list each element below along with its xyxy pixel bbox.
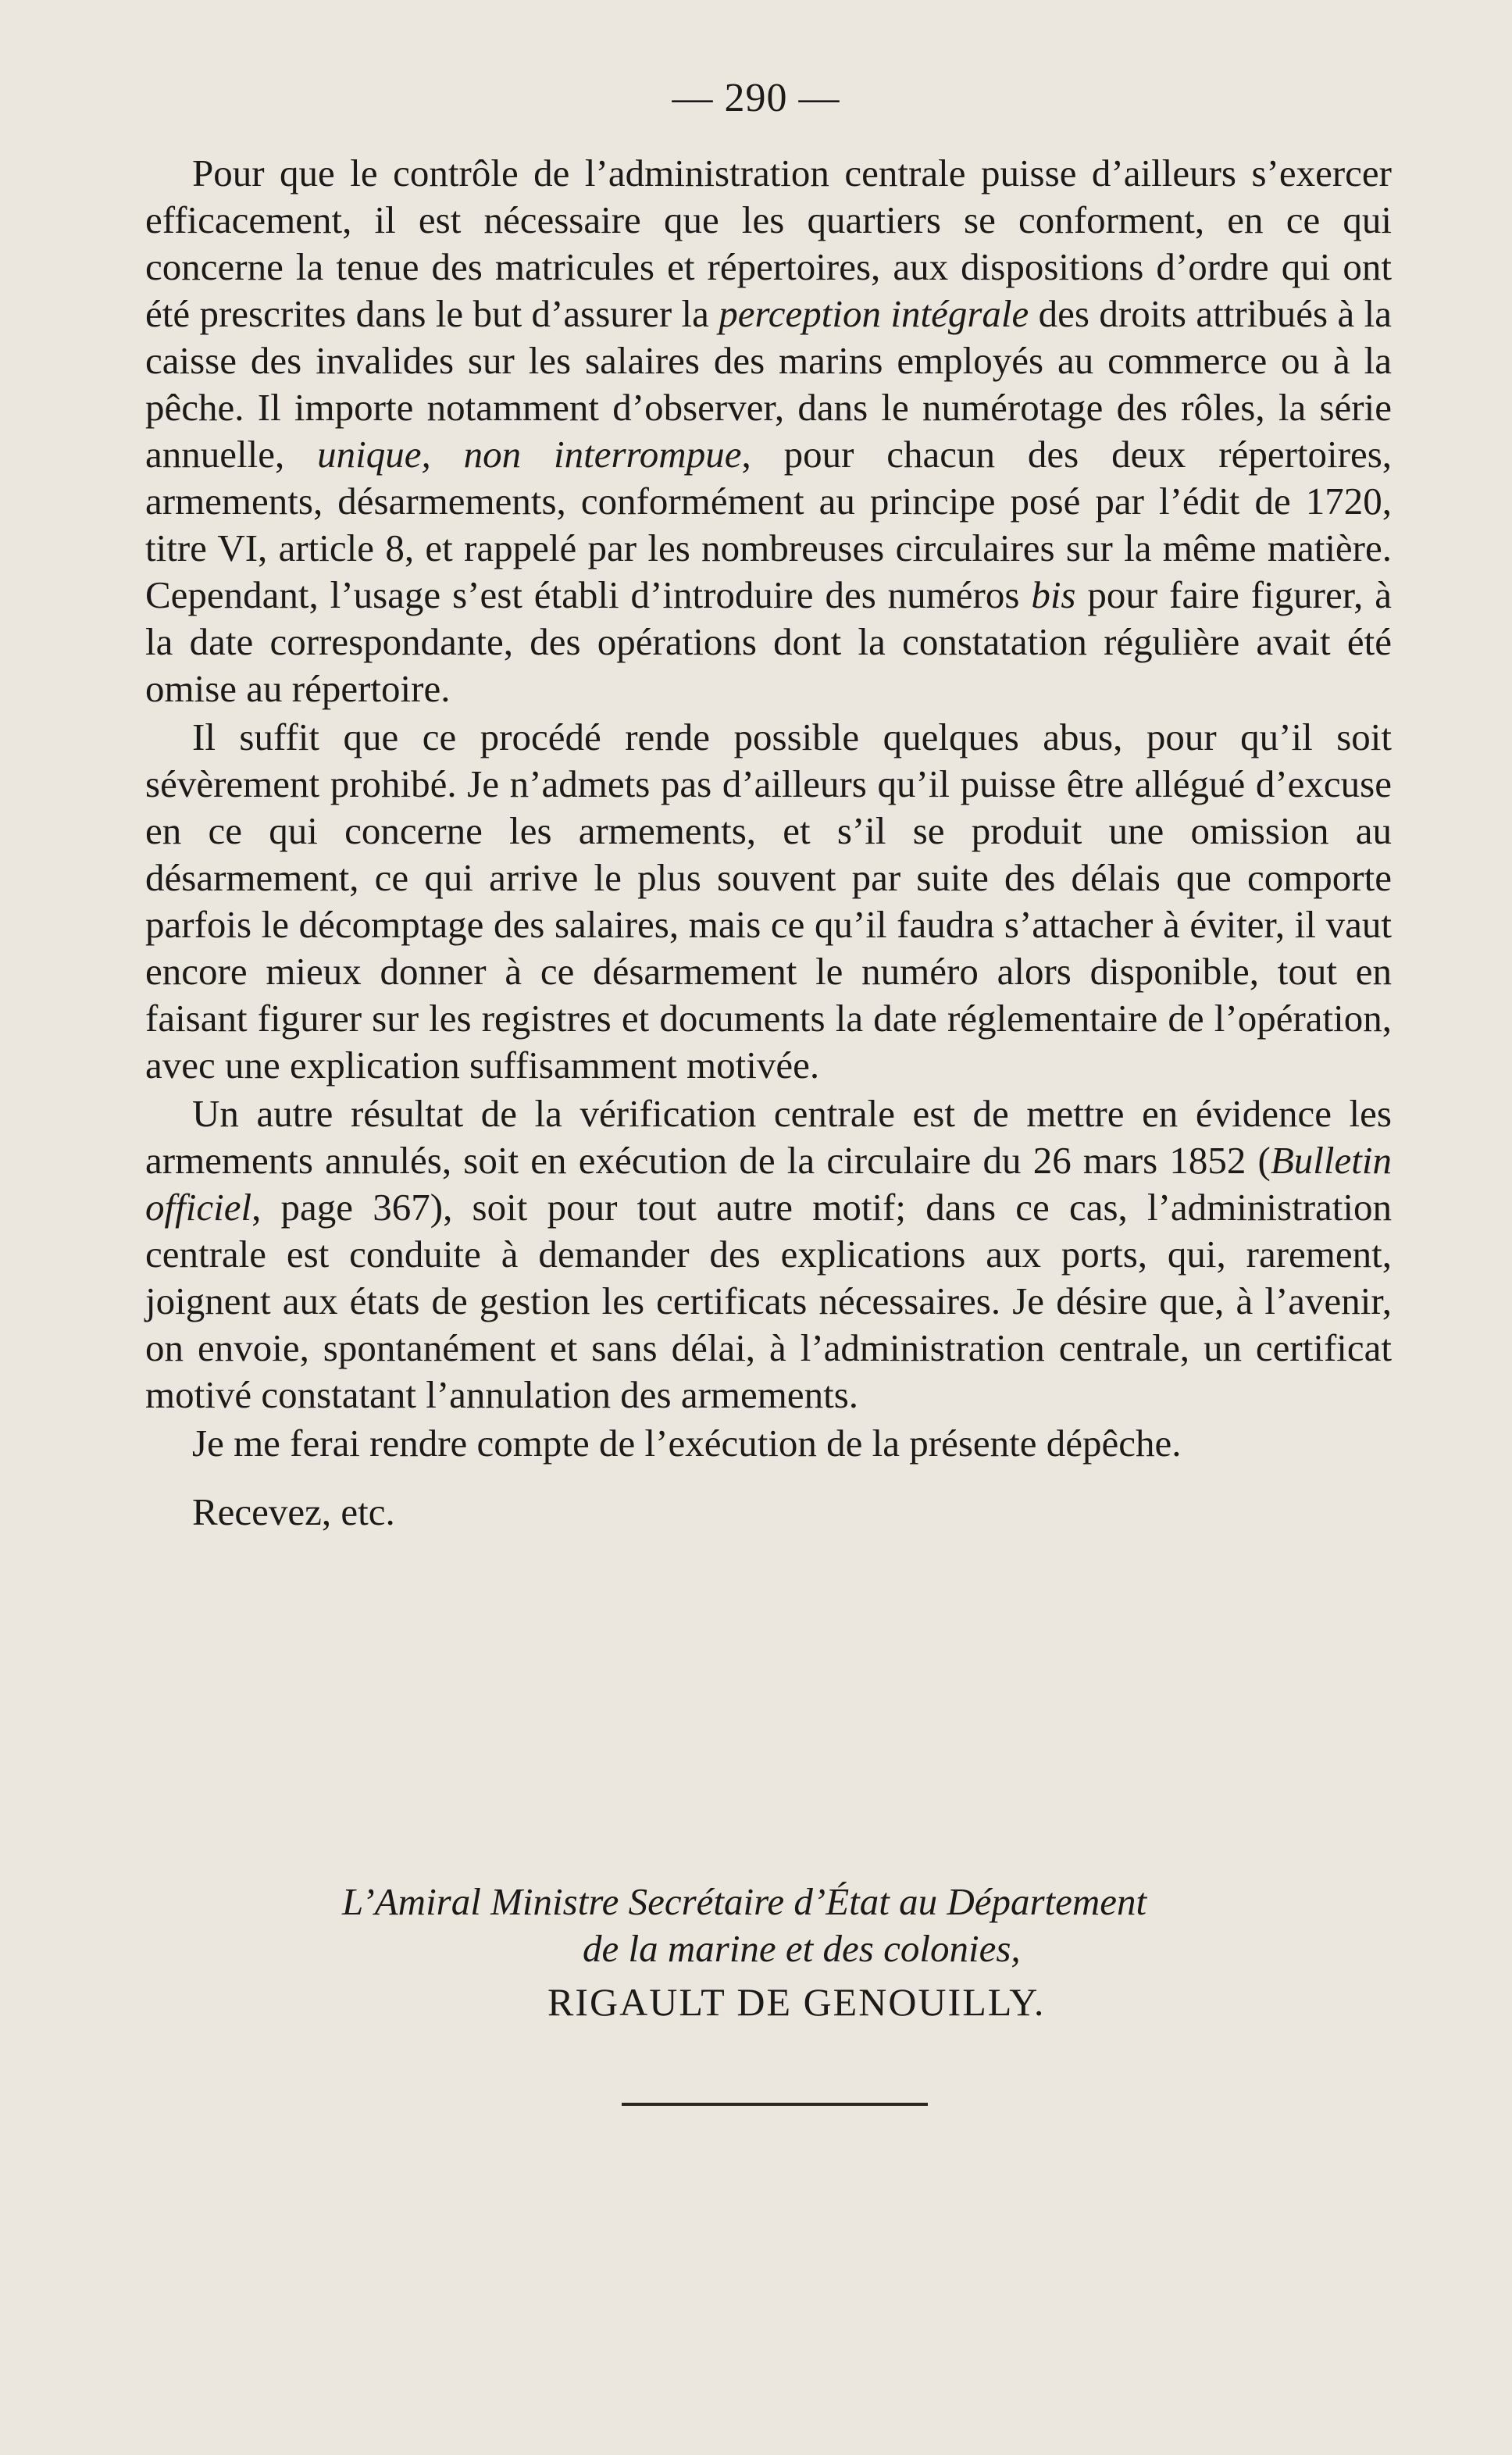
text-run: , page 367), soit pour tout autre motif; dans ce cas, l’administration centrale est conduite à demander des explications aux ports, qui, rarement, joignent aux états de gestion les certificats nécessaires. Je désire que, à l’avenir, on envoie, spontanément et sans délai, à l’administration centrale, un certificat motivé constatant l’annulation des armements. — [145, 1186, 1392, 1416]
page-number: — 290 — — [672, 76, 840, 120]
paragraph — [145, 1420, 1392, 1467]
paragraph — [145, 714, 1392, 1089]
text-run: des droits attribués à la caisse des invalides sur les salaires des marins employés au commerce ou à la pêche. Il importe notamment d’observer, dans le numérotage des rôles, la série annuelle, — [145, 292, 1392, 476]
text-run: Je me ferai rendre compte de l’exécution de la présente dépêche. — [192, 1422, 1182, 1465]
paragraph — [145, 1090, 1392, 1418]
text-run: Il suffit que ce procédé rende possible quelques abus, pour qu’il soit sévèrement prohibé. Je n’admets pas d’ailleurs qu’il puisse être allégué d’excuse en ce qui concerne les armements, et s’il se produit une omission au désarmement, ce qui arrive le plus souvent par suite des délais que comporte parfois le décomptage des salaires, mais ce qu’il faudra s’attacher à éviter, il vaut encore mieux donner à ce désarmement le numéro alors disponible, tout en faisant figurer sur les registres et documents la date réglementaire de l’opération, avec une explication suffisamment motivée. — [145, 715, 1392, 1087]
signatory-title: L’Amiral Ministre Secrétaire d’État au Département — [342, 1880, 1147, 1923]
italic-text-run: bis — [1031, 573, 1076, 616]
italic-text-run: unique, non interrompue — [317, 433, 742, 476]
signatory-department: de la marine et des colonies, — [583, 1927, 1021, 1970]
text-run: , pour chacun des deux répertoires, armements, désarmements, conformément au principe posé par l’édit de 1720, titre VI, article 8, et rappelé par les nombreuses circulaires sur la même matière. Cependant, l’usage s’est établi d’introduire des numéros — [145, 433, 1393, 616]
italic-text-run: perception intégrale — [719, 292, 1029, 335]
italic-text-run: Bulletin officiel — [145, 1139, 1392, 1229]
text-run: Pour que le contrôle de l’administration centrale puisse d’ailleurs s’exercer efficacement, il est nécessaire que les quartiers se conforment, en ce qui concerne la tenue des matricules et répertoires, aux dispositions d’ordre qui ont été prescrites dans le but d’assurer la — [145, 152, 1392, 335]
signatory-name: RIGAULT DE GENOUILLY. — [547, 1980, 1046, 2024]
closing-rule — [622, 2103, 928, 2106]
text-run: pour faire figurer, à la date correspondante, des opérations dont la constatation régulière avait été omise au répertoire. — [145, 573, 1392, 710]
signature-block — [145, 1879, 1392, 2025]
paragraph — [145, 150, 1392, 712]
text-run: Recevez, etc. — [192, 1490, 395, 1533]
body-text — [145, 150, 1392, 1536]
paragraph — [145, 1489, 1392, 1536]
text-run: Un autre résultat de la vérification centrale est de mettre en évidence les armements annulés, soit en exécution de la circulaire du 26 mars 1852 ( — [145, 1092, 1392, 1182]
